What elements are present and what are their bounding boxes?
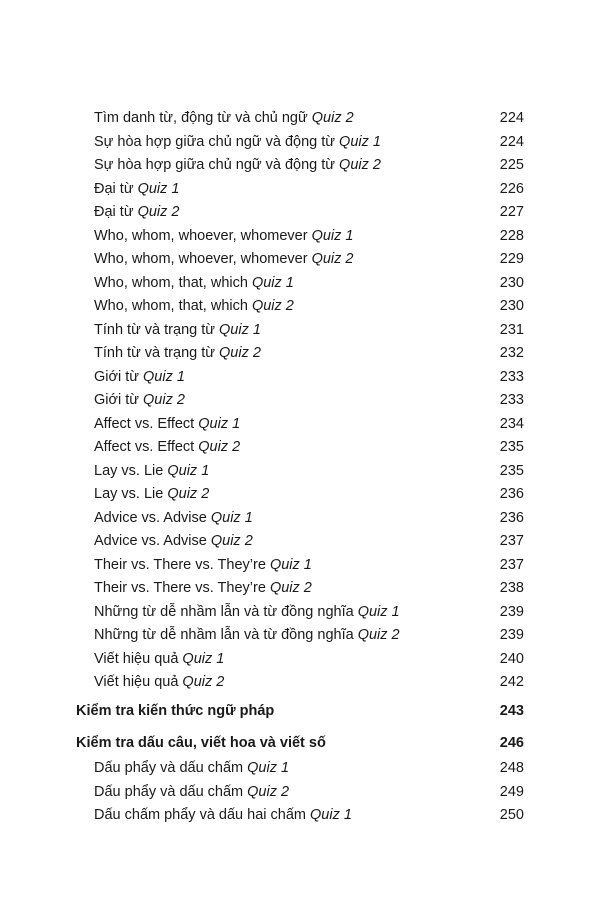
toc-entry-page: 229 — [499, 251, 524, 267]
toc-section-title: Kiểm tra kiến thức ngữ pháp — [76, 703, 275, 719]
toc-entry-quiz: Quiz 2 — [182, 674, 225, 690]
toc-entry-page: 240 — [499, 650, 524, 667]
toc-entry[interactable] — [0, 366, 600, 388]
toc-entry-title — [94, 577, 312, 599]
toc-entry-label: Đại từ — [94, 180, 134, 197]
toc-entry-title — [94, 319, 261, 341]
toc-entry-quiz: Quiz 2 — [247, 783, 290, 800]
toc-entry-label: Advice vs. Advise — [94, 509, 207, 526]
toc-entry-quiz: Quiz 1 — [143, 368, 185, 385]
toc-entry-title — [94, 436, 240, 458]
toc-entry[interactable] — [0, 295, 600, 317]
toc-entry-title — [94, 154, 381, 176]
toc-entry-quiz: Quiz 2 — [357, 627, 400, 643]
toc-entry-quiz: Quiz 1 — [137, 180, 180, 197]
toc-entry[interactable] — [0, 624, 600, 646]
toc-entry-page: 224 — [499, 110, 524, 126]
toc-entry[interactable] — [0, 178, 600, 200]
toc-entry-page: 233 — [499, 368, 524, 385]
toc-entry-title — [94, 624, 400, 646]
toc-entry-title — [94, 248, 354, 270]
toc-entry-quiz: Quiz 1 — [269, 556, 312, 573]
toc-entry-quiz: Quiz 1 — [311, 227, 354, 244]
toc-entry-page: 233 — [499, 392, 524, 408]
toc-entry-title — [94, 554, 312, 576]
toc-entry-label: Những từ dễ nhầm lẫn và từ đồng nghĩa — [94, 603, 354, 620]
toc-entry-label: Viết hiệu quả — [94, 674, 179, 690]
toc-entry[interactable] — [0, 131, 600, 153]
toc-entry-page: 248 — [499, 760, 524, 776]
toc-entry-title — [94, 413, 240, 435]
toc-entry-label: Affect vs. Effect — [94, 415, 195, 432]
toc-entry-title — [94, 601, 400, 623]
toc-entry[interactable] — [0, 201, 600, 223]
toc-entry-quiz: Quiz 2 — [167, 486, 210, 502]
toc-entry-title — [94, 648, 224, 670]
toc-entry-title — [94, 530, 253, 552]
toc-entry-title — [94, 342, 261, 364]
toc-entry-title — [94, 460, 209, 482]
toc-entry-label: Đại từ — [94, 204, 134, 220]
toc-section-page: 246 — [499, 735, 524, 751]
toc-entry-quiz: Quiz 2 — [251, 298, 294, 314]
toc-entry-quiz: Quiz 2 — [219, 345, 261, 361]
toc-entry-label: Dấu phẩy và dấu chấm — [94, 783, 244, 800]
toc-entry-page: 235 — [499, 462, 524, 479]
toc-entry-quiz: Quiz 1 — [198, 415, 241, 432]
toc-entry[interactable] — [0, 319, 600, 341]
toc-entry[interactable] — [0, 389, 600, 411]
toc-entry[interactable] — [0, 272, 600, 294]
toc-entry-title — [94, 225, 354, 247]
toc-entry-page: 230 — [499, 274, 524, 291]
toc-entry[interactable] — [0, 601, 600, 623]
toc-entry[interactable] — [0, 248, 600, 270]
toc-entry-quiz: Quiz 1 — [251, 274, 294, 291]
toc-entry-label: Lay vs. Lie — [94, 462, 164, 479]
toc-entry[interactable] — [0, 757, 600, 779]
toc-entry-label: Giới từ — [94, 368, 139, 385]
toc-entry[interactable] — [0, 507, 600, 529]
toc-entry-quiz: Quiz 1 — [310, 807, 352, 823]
toc-entry[interactable] — [0, 530, 600, 552]
toc-entry-label: Dấu phẩy và dấu chấm — [94, 760, 244, 776]
toc-entry-title — [94, 389, 185, 411]
toc-entry-label: Tìm danh từ, động từ và chủ ngữ — [94, 110, 308, 126]
toc-entry-page: 224 — [499, 133, 524, 150]
toc-entry-title — [94, 671, 224, 693]
toc-entry-title — [94, 272, 294, 294]
toc-entry-title — [94, 483, 209, 505]
toc-entry-label: Sự hòa hợp giữa chủ ngữ và động từ — [94, 133, 336, 150]
toc-entry-quiz: Quiz 1 — [339, 133, 381, 150]
toc-entry-label: Their vs. There vs. They’re — [94, 556, 266, 573]
toc-entry-quiz: Quiz 1 — [247, 760, 290, 776]
toc-entry-label: Tính từ và trạng từ — [94, 345, 215, 361]
toc-entry-quiz: Quiz 2 — [269, 580, 312, 596]
toc-entry-label: Giới từ — [94, 392, 139, 408]
toc-entry-label: Who, whom, that, which — [94, 298, 248, 314]
toc-entry[interactable] — [0, 577, 600, 599]
toc-entry-label: Dấu chấm phẩy và dấu hai chấm — [94, 807, 306, 823]
toc-entry[interactable] — [0, 483, 600, 505]
toc-section-title: Kiểm tra dấu câu, viết hoa và viết số — [76, 735, 326, 751]
toc-entry-page: 232 — [499, 345, 524, 361]
toc-entry-label: Lay vs. Lie — [94, 486, 164, 502]
toc-entry-label: Their vs. There vs. They’re — [94, 580, 266, 596]
toc-entry-title — [94, 201, 179, 223]
toc-entry-page: 242 — [499, 674, 524, 690]
toc-entry[interactable] — [0, 804, 600, 826]
toc-entry-quiz: Quiz 1 — [182, 650, 225, 667]
toc-entry-page: 227 — [499, 204, 524, 220]
toc-entry[interactable] — [0, 671, 600, 693]
toc-entry-label: Who, whom, that, which — [94, 274, 248, 291]
toc-entry-label: Những từ dễ nhầm lẫn và từ đồng nghĩa — [94, 627, 354, 643]
toc-entry-quiz: Quiz 2 — [311, 110, 354, 126]
toc-entry[interactable] — [0, 781, 600, 803]
toc-entry[interactable] — [0, 648, 600, 670]
toc-entry-label: Advice vs. Advise — [94, 533, 207, 549]
toc-entry-page: 237 — [499, 556, 524, 573]
toc-entry[interactable] — [0, 413, 600, 435]
toc-entry-page: 230 — [499, 298, 524, 314]
toc-entry-quiz: Quiz 2 — [210, 533, 253, 549]
toc-entry-title — [94, 178, 179, 200]
toc-entry-title — [94, 804, 352, 826]
toc-entry-quiz: Quiz 1 — [357, 603, 400, 620]
toc-entry-page: 226 — [499, 180, 524, 197]
toc-entry-quiz: Quiz 2 — [311, 251, 354, 267]
toc-entry-label: Who, whom, whoever, whomever — [94, 251, 308, 267]
toc-entry-title — [94, 295, 294, 317]
toc-section-heading[interactable] — [0, 732, 600, 754]
toc-entry[interactable] — [0, 154, 600, 176]
toc-entry-page: 249 — [499, 783, 524, 800]
toc-entry-page: 225 — [499, 157, 524, 173]
toc-entry[interactable] — [0, 342, 600, 364]
toc-entry-label: Who, whom, whoever, whomever — [94, 227, 308, 244]
toc-entry-quiz: Quiz 1 — [210, 509, 253, 526]
toc-entry-quiz: Quiz 2 — [137, 204, 180, 220]
toc-entry-title — [94, 507, 253, 529]
toc-entry-label: Sự hòa hợp giữa chủ ngữ và động từ — [94, 157, 336, 173]
toc-entry[interactable] — [0, 554, 600, 576]
toc-entry-page: 234 — [499, 415, 524, 432]
toc-entry-page: 239 — [499, 603, 524, 620]
toc-entry-page: 231 — [499, 321, 524, 338]
toc-entry-page: 250 — [499, 807, 524, 823]
toc-entry-page: 237 — [499, 533, 524, 549]
toc-entry-title — [94, 757, 289, 779]
toc-entry[interactable] — [0, 107, 600, 129]
toc-section-heading[interactable] — [0, 700, 600, 722]
toc-section-page: 243 — [499, 703, 524, 719]
toc-entry-page: 238 — [499, 580, 524, 596]
toc-entry-page: 228 — [499, 227, 524, 244]
toc-entry[interactable] — [0, 436, 600, 458]
toc-entry-quiz: Quiz 1 — [167, 462, 210, 479]
toc-entry-title — [94, 131, 381, 153]
toc-entry-title — [94, 781, 289, 803]
toc-entry-page: 236 — [499, 486, 524, 502]
toc-entry-title — [94, 107, 354, 129]
toc-entry-quiz: Quiz 2 — [143, 392, 185, 408]
toc-entry-page: 239 — [499, 627, 524, 643]
toc-entry-title — [94, 366, 185, 388]
toc-entry-quiz: Quiz 2 — [198, 439, 241, 455]
toc-entry-quiz: Quiz 1 — [219, 321, 261, 338]
toc-entry-label: Viết hiệu quả — [94, 650, 179, 667]
toc-entry-page: 235 — [499, 439, 524, 455]
toc-entry-label: Tính từ và trạng từ — [94, 321, 215, 338]
toc-entry[interactable] — [0, 460, 600, 482]
toc-entry[interactable] — [0, 225, 600, 247]
toc-entry-quiz: Quiz 2 — [339, 157, 381, 173]
toc-entry-label: Affect vs. Effect — [94, 439, 195, 455]
toc-entry-page: 236 — [499, 509, 524, 526]
